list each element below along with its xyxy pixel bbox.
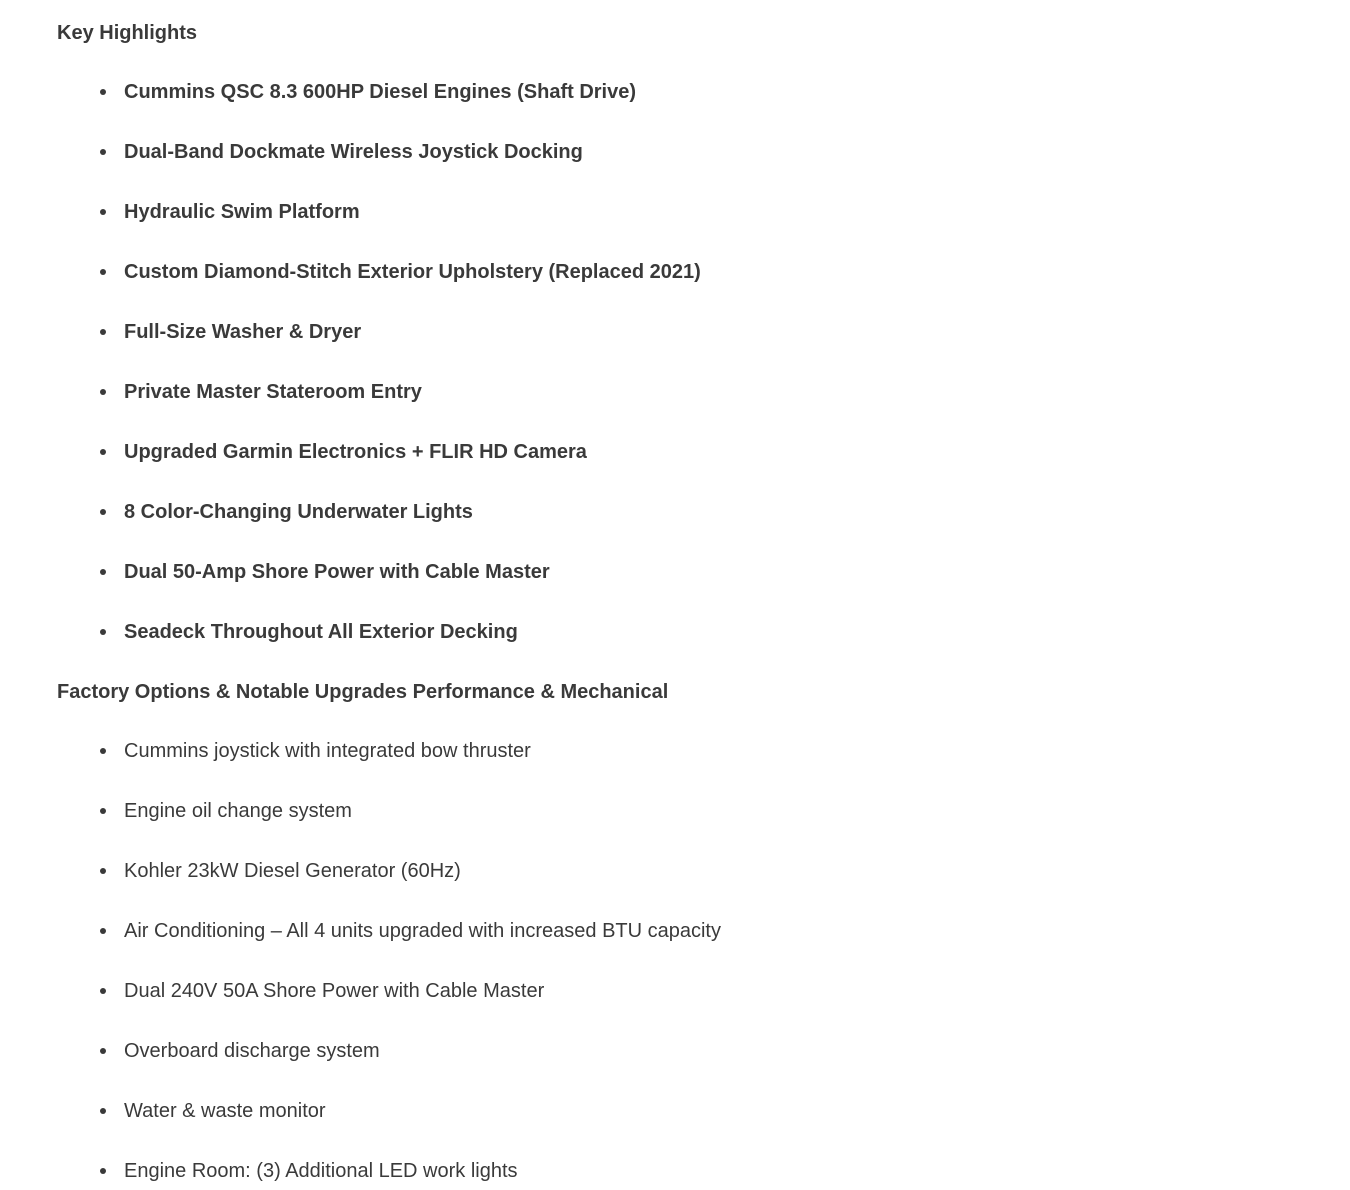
bullet-icon — [100, 988, 106, 994]
list-item — [124, 621, 1310, 644]
bullet-icon — [100, 629, 106, 635]
bullet-list — [57, 81, 1310, 644]
bullet-icon — [100, 928, 106, 934]
bullet-icon — [100, 269, 106, 275]
bullet-icon — [100, 209, 106, 215]
list-item-text: Engine Room: (3) Additional LED work lights — [124, 1160, 518, 1182]
list-item — [124, 1100, 1310, 1123]
list-item — [124, 561, 1310, 584]
list-item-text: Engine oil change system — [124, 800, 352, 822]
list-item — [124, 381, 1310, 404]
bullet-icon — [100, 449, 106, 455]
bullet-icon — [100, 569, 106, 575]
bullet-icon — [100, 509, 106, 515]
bullet-icon — [100, 1048, 106, 1054]
list-item — [124, 860, 1310, 883]
list-item-text: Cummins joystick with integrated bow thruster — [124, 740, 531, 762]
list-item-text: Dual 240V 50A Shore Power with Cable Master — [124, 980, 545, 1002]
list-item-text: Full-Size Washer & Dryer — [124, 321, 362, 343]
list-item-text: Kohler 23kW Diesel Generator (60Hz) — [124, 860, 461, 882]
list-item-text: Seadeck Throughout All Exterior Decking — [124, 621, 518, 643]
list-item-text: Water & waste monitor — [124, 1100, 326, 1122]
list-item — [124, 501, 1310, 524]
list-item — [124, 1040, 1310, 1063]
list-item-text: Upgraded Garmin Electronics + FLIR HD Camera — [124, 441, 587, 463]
bullet-list — [57, 740, 1310, 1183]
bullet-icon — [100, 1108, 106, 1114]
list-item — [124, 980, 1310, 1003]
list-item-text: Dual 50-Amp Shore Power with Cable Master — [124, 561, 550, 583]
bullet-icon — [100, 329, 106, 335]
list-item — [124, 920, 1310, 943]
bullet-icon — [100, 808, 106, 814]
bullet-icon — [100, 748, 106, 754]
list-item — [124, 261, 1310, 284]
list-item-text: Dual-Band Dockmate Wireless Joystick Docking — [124, 141, 583, 163]
list-item-text: Custom Diamond-Stitch Exterior Upholstery (Replaced 2021) — [124, 261, 701, 283]
list-item — [124, 441, 1310, 464]
list-item-text: Air Conditioning – All 4 units upgraded with increased BTU capacity — [124, 920, 721, 942]
list-item — [124, 1160, 1310, 1183]
bullet-icon — [100, 1168, 106, 1174]
list-item-text: Cummins QSC 8.3 600HP Diesel Engines (Shaft Drive) — [124, 81, 637, 103]
list-item-text: 8 Color-Changing Underwater Lights — [124, 501, 473, 523]
section-factory-options — [57, 681, 1310, 1183]
list-item-text: Hydraulic Swim Platform — [124, 201, 360, 223]
list-item — [124, 800, 1310, 823]
section-key-highlights — [57, 22, 1310, 644]
bullet-icon — [100, 89, 106, 95]
list-item — [124, 81, 1310, 104]
list-item-text: Overboard discharge system — [124, 1040, 380, 1062]
bullet-icon — [100, 149, 106, 155]
bullet-icon — [100, 389, 106, 395]
list-item — [124, 321, 1310, 344]
section-heading: Factory Options & Notable Upgrades Performance & Mechanical — [57, 681, 669, 703]
list-item — [124, 740, 1310, 763]
list-item — [124, 201, 1310, 224]
list-item-text: Private Master Stateroom Entry — [124, 381, 422, 403]
list-item — [124, 141, 1310, 164]
bullet-icon — [100, 868, 106, 874]
section-heading: Key Highlights — [57, 22, 198, 44]
